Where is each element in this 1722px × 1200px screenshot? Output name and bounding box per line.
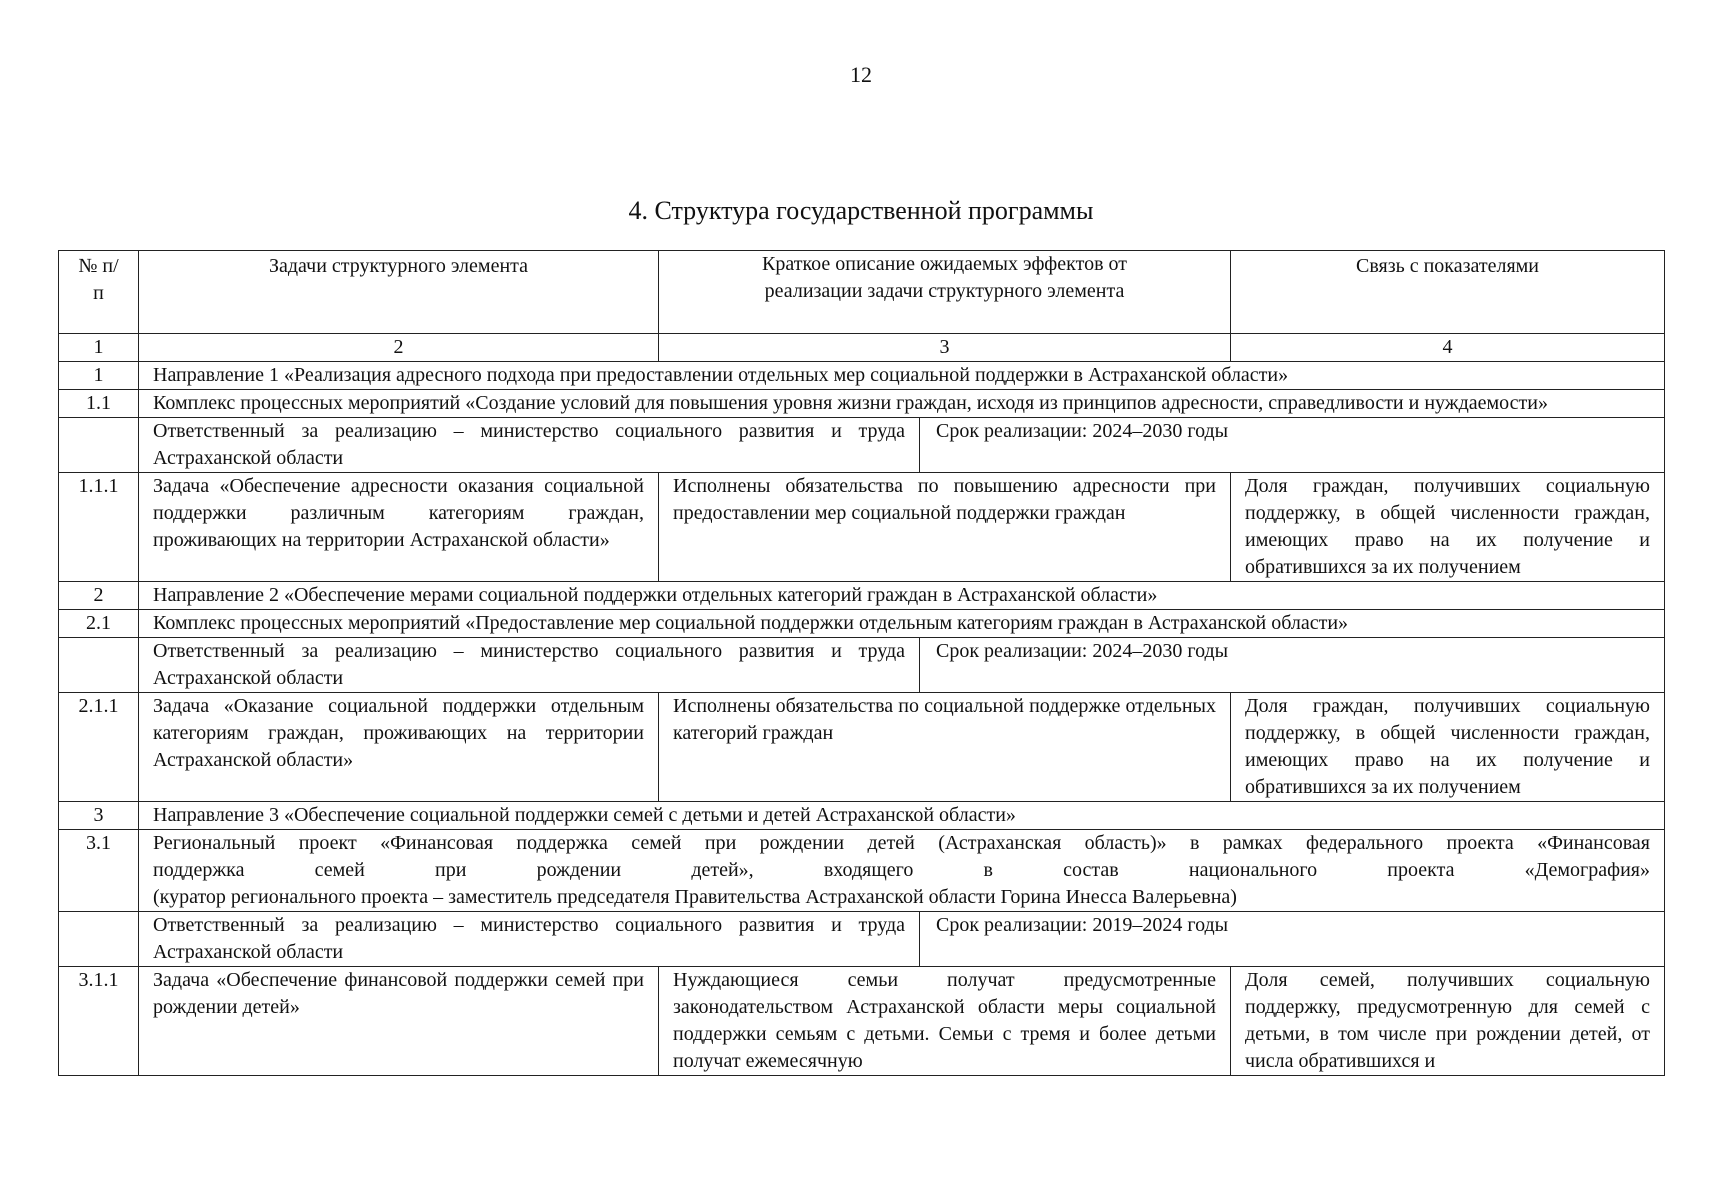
complex-number: 2.1 <box>59 610 139 638</box>
responsible-cell <box>139 912 1665 967</box>
task-text: Задача «Обеспечение финансовой поддержки семей при рождении детей» <box>139 967 659 1076</box>
direction-number: 3 <box>59 802 139 830</box>
responsible-text: Ответственный за реализацию – министерство социального развития и труда Астраханской области <box>153 418 920 472</box>
responsible-row <box>59 912 1665 967</box>
task-text: Задача «Оказание социальной поддержки отдельным категориям граждан, проживающих на территории Астраханской области» <box>139 693 659 802</box>
responsible-cell <box>139 418 1665 473</box>
responsible-text: Ответственный за реализацию – министерство социального развития и труда Астраханской области <box>153 912 920 966</box>
header-tasks: Задачи структурного элемента <box>139 251 659 334</box>
complex-row <box>59 830 1665 912</box>
task-row <box>59 693 1665 802</box>
task-row <box>59 967 1665 1076</box>
task-number: 2.1.1 <box>59 693 139 802</box>
header-number: № п/п <box>59 251 139 334</box>
indicator-text: Доля граждан, получивших социальную поддержку, в общей численности граждан, имеющих право на их получение и обратившихся за их получением <box>1231 693 1665 802</box>
responsible-cell <box>139 638 1665 693</box>
effect-text: Нуждающиеся семьи получат предусмотренные законодательством Астраханской области меры социальной поддержки семьям с детьми. Семьи с тремя и более детьми получат ежемесячную <box>659 967 1231 1076</box>
complex-title-cell <box>139 830 1665 912</box>
empty-cell <box>59 912 139 967</box>
task-number: 1.1.1 <box>59 473 139 582</box>
column-number: 3 <box>659 334 1231 362</box>
header-indicators: Связь с показателями <box>1231 251 1665 334</box>
column-number: 2 <box>139 334 659 362</box>
complex-row <box>59 610 1665 638</box>
term-text: Срок реализации: 2024–2030 годы <box>936 640 1229 662</box>
direction-title: Направление 1 «Реализация адресного подхода при предоставлении отдельных мер социальной поддержки в Астраханской области» <box>139 362 1665 390</box>
indicator-text: Доля семей, получивших социальную поддержку, предусмотренную для семей с детьми, в том числе при рождении детей, от числа обратившихся и <box>1231 967 1665 1076</box>
complex-row <box>59 390 1665 418</box>
complex-title-line: поддержка семей при рождении детей», входящего в состав национального проекта «Демография» <box>153 859 1650 881</box>
task-text: Задача «Обеспечение адресности оказания социальной поддержки различным категориям граждан, проживающих на территории Астраханской области» <box>139 473 659 582</box>
indicator-text: Доля граждан, получивших социальную поддержку, в общей численности граждан, имеющих право на их получение и обратившихся за их получением <box>1231 473 1665 582</box>
direction-number: 1 <box>59 362 139 390</box>
empty-cell <box>59 418 139 473</box>
column-number: 1 <box>59 334 139 362</box>
complex-title-line: (куратор регионального проекта – заместитель председателя Правительства Астраханской области Горина Инесса Валерьевна) <box>153 886 1237 908</box>
page-number: 12 <box>850 62 872 87</box>
direction-row <box>59 582 1665 610</box>
complex-title: Комплекс процессных мероприятий «Создание условий для повышения уровня жизни граждан, исходя из принципов адресности, справедливости и нуждаемости» <box>139 390 1665 418</box>
responsible-text: Ответственный за реализацию – министерство социального развития и труда Астраханской области <box>153 638 920 692</box>
direction-row <box>59 362 1665 390</box>
column-number-row <box>59 334 1665 362</box>
direction-title: Направление 3 «Обеспечение социальной поддержки семей с детьми и детей Астраханской области» <box>139 802 1665 830</box>
term-text: Срок реализации: 2024–2030 годы <box>936 420 1229 442</box>
header-effects: Краткое описание ожидаемых эффектов от реализации задачи структурного элемента <box>659 251 1231 334</box>
term-text: Срок реализации: 2019–2024 годы <box>936 914 1229 936</box>
task-row <box>59 473 1665 582</box>
direction-row <box>59 802 1665 830</box>
direction-number: 2 <box>59 582 139 610</box>
table-header-row <box>59 251 1665 334</box>
complex-title: Комплекс процессных мероприятий «Предоставление мер социальной поддержки отдельным категориям граждан в Астраханской области» <box>139 610 1665 638</box>
column-number: 4 <box>1231 334 1665 362</box>
section-title: 4. Структура государственной программы <box>628 196 1094 225</box>
complex-number: 1.1 <box>59 390 139 418</box>
responsible-row <box>59 418 1665 473</box>
effect-text: Исполнены обязательства по социальной поддержке отдельных категорий граждан <box>659 693 1231 802</box>
complex-number: 3.1 <box>59 830 139 912</box>
direction-title: Направление 2 «Обеспечение мерами социальной поддержки отдельных категорий граждан в Астраханской области» <box>139 582 1665 610</box>
empty-cell <box>59 638 139 693</box>
complex-title-line: Региональный проект «Финансовая поддержка семей при рождении детей (Астраханская область)» в рамках федерального проекта «Финансовая <box>153 832 1650 854</box>
task-number: 3.1.1 <box>59 967 139 1076</box>
responsible-row <box>59 638 1665 693</box>
effect-text: Исполнены обязательства по повышению адресности при предоставлении мер социальной поддержки граждан <box>659 473 1231 582</box>
program-structure-table <box>58 250 1665 1076</box>
